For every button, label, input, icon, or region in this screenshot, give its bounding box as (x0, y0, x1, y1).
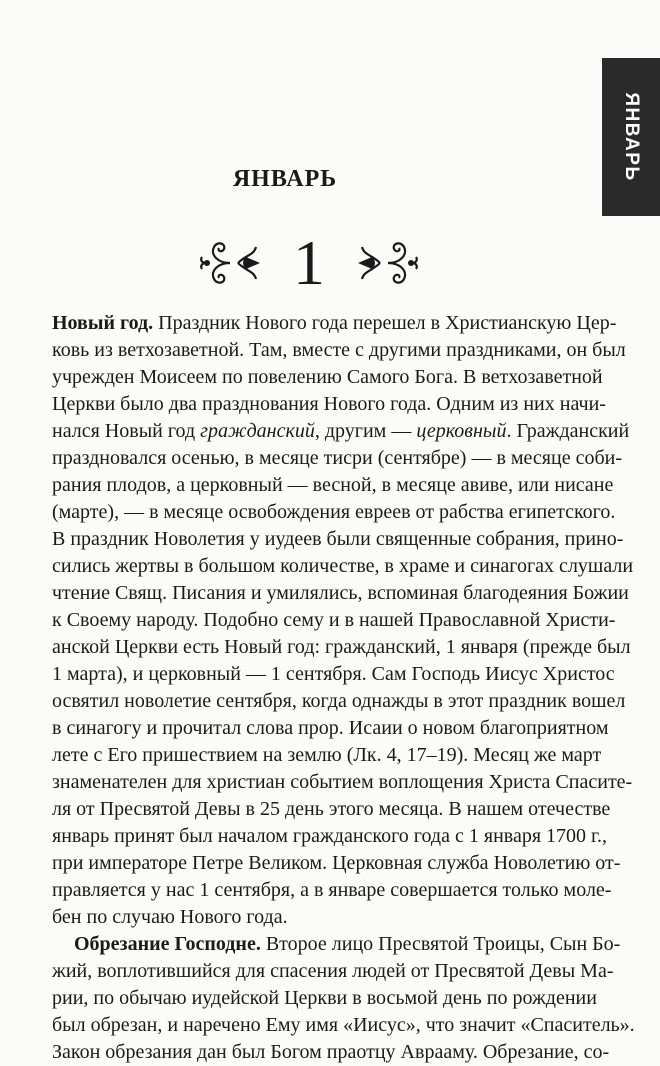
side-tab-label: ЯНВАРЬ (621, 92, 642, 182)
text-segment: правляется у нас 1 сентября, а в январе совершается только моле- (52, 879, 612, 901)
text-segment: при императоре Петре Великом. Церковная служба Новолетию от- (52, 852, 621, 874)
text-segment: лете с Его пришествием на землю (Лк. 4, 17–19). Месяц же март (52, 744, 602, 766)
text-segment: . Гражданский (506, 420, 630, 442)
text-segment: ковь из ветхозаветной. Там, вместе с другими праздниками, он был (52, 339, 626, 361)
text-segment: анской Церкви есть Новый год: гражданский, 1 января (прежде был (52, 636, 631, 658)
text-line (52, 445, 622, 472)
text-line (52, 715, 609, 742)
text-segment: жий, воплотившийся для спасения людей от Пресвятой Девы Ма- (52, 960, 614, 982)
text-segment: бен по случаю Нового года. (52, 906, 288, 928)
text-segment: знаменателен для христиан событием воплощения Христа Спасите- (52, 771, 633, 793)
text-segment: освятил новолетие сентября, когда однажды в этот праздник вошел (52, 690, 626, 712)
text-line (52, 796, 611, 823)
text-segment: ля от Пресвятой Девы в 25 день этого месяца. В нашем отечестве (52, 798, 611, 820)
text-line (52, 742, 602, 769)
text-line (52, 337, 626, 364)
text-segment: был обрезан, и наречено Ему имя «Иисус», что значит «Спаситель». (52, 1014, 635, 1036)
text-segment: к Своему народу. Подобно сему и в нашей Православной Христи- (52, 609, 616, 631)
text-segment: (марте), — в месяце освобождения евреев от рабства египетского. (52, 501, 616, 523)
text-line (52, 499, 616, 526)
text-line (52, 553, 634, 580)
text-line (52, 688, 626, 715)
text-line (52, 877, 612, 904)
text-segment: гражданский (200, 420, 315, 442)
text-line (52, 769, 633, 796)
text-segment: рания плодов, а церковный — весной, в месяце авиве, или нисане (52, 474, 614, 496)
text-line (52, 823, 607, 850)
month-title: ЯНВАРЬ (232, 166, 338, 192)
text-line (52, 634, 631, 661)
text-segment: В праздник Новолетия у иудеев были священные собрания, прино- (52, 528, 624, 550)
text-line (52, 526, 624, 553)
text-segment: рии, по обычаю иудейской Церкви в восьмой день по рождении (52, 987, 597, 1009)
text-line (52, 607, 616, 634)
text-line (52, 580, 629, 607)
body-text (52, 310, 635, 1066)
right-ornament-icon (356, 233, 420, 293)
day-number: 1 (293, 227, 325, 298)
text-segment: сились жертвы в большом количестве, в храме и синагогах слушали (52, 555, 634, 577)
left-ornament-icon (198, 233, 262, 293)
text-line (52, 904, 592, 931)
text-line (52, 391, 606, 418)
month-side-tab (602, 58, 660, 216)
text-segment: Церкви было два празднования Нового года. Одним из них начи- (52, 393, 606, 415)
text-segment: нался Новый год (52, 420, 201, 442)
heading-term: Новый год. (52, 312, 154, 334)
text-segment: 1 марта), и церковный — 1 сентября. Сам Господь Иисус Христос (52, 663, 615, 685)
paragraph (52, 931, 635, 1066)
text-segment: в синагогу и прочитал слова прор. Исаии о новом благоприятном (52, 717, 609, 739)
text-line (52, 472, 614, 499)
text-line (52, 661, 615, 688)
text-segment: чтение Свящ. Писания и умилялись, вспоминая благодеяния Божии (52, 582, 629, 604)
text-line (52, 1039, 610, 1066)
text-segment: праздновался осенью, в месяце тисри (сентябре) — в месяце соби- (52, 447, 622, 469)
text-segment: январь принят был началом гражданского года с 1 января 1700 г., (52, 825, 607, 847)
text-segment: Второе лицо Пресвятой Троицы, Сын Бо- (260, 933, 621, 955)
paragraph (52, 310, 634, 931)
heading-term: Обрезание Господне. (74, 933, 261, 955)
text-line (52, 958, 614, 985)
text-line (52, 418, 630, 445)
text-line (52, 364, 603, 391)
text-line (52, 1012, 635, 1039)
text-segment: Закон обрезания дан был Богом праотцу Аврааму. Обрезание, со- (52, 1041, 610, 1063)
text-segment: , другим — (314, 420, 417, 442)
day-header (198, 226, 420, 300)
text-line (52, 310, 617, 337)
text-line (52, 985, 597, 1012)
text-segment: учрежден Моисеем по повелению Самого Бога. В ветхозаветной (52, 366, 603, 388)
text-line (52, 850, 621, 877)
text-line (52, 931, 621, 958)
text-segment: церковный (416, 420, 507, 442)
text-segment: Праздник Нового года перешел в Христианскую Цер- (153, 312, 617, 334)
